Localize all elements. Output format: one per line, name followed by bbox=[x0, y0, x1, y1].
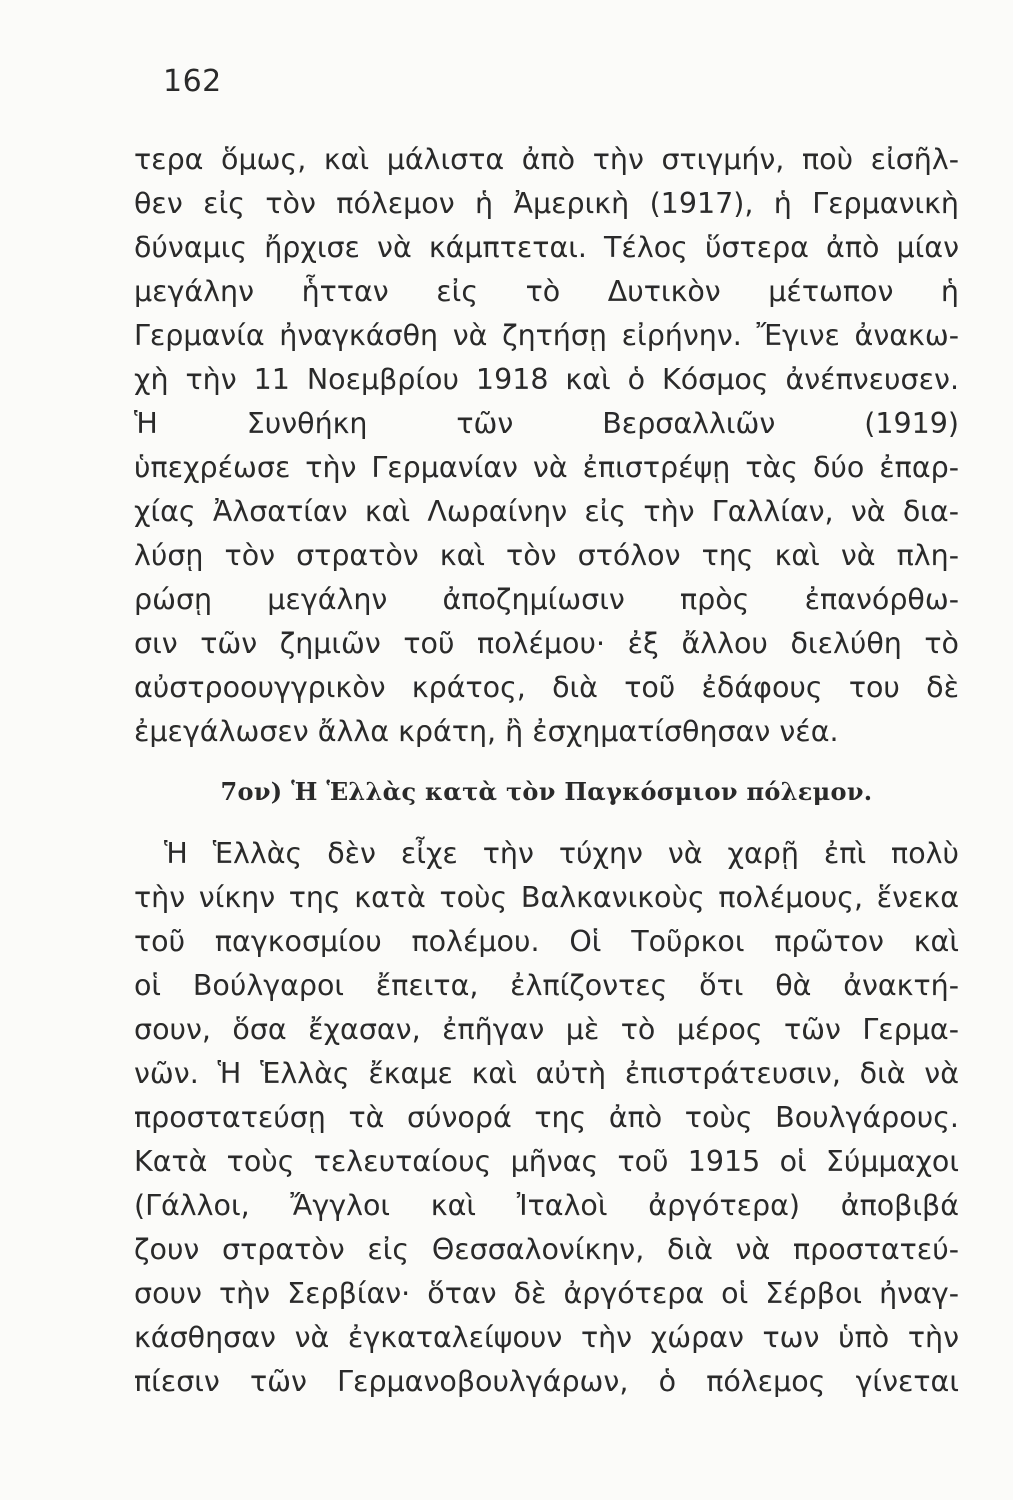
text-line: ζουν στρατὸν εἰς Θεσσαλονίκην, διὰ νὰ προστατεύ- bbox=[134, 1233, 959, 1266]
text-line: Ἡ Ἑλλὰς δὲν εἶχε τὴν τύχην νὰ χαρῇ ἐπὶ πολὺ bbox=[164, 837, 959, 870]
text-line: οἱ Βούλγαροι ἔπειτα, ἐλπίζοντες ὅτι θὰ ἀνακτή- bbox=[134, 969, 959, 1002]
text-line: λύσῃ τὸν στρατὸν καὶ τὸν στόλον της καὶ νὰ πλη- bbox=[134, 539, 959, 572]
text-line: νῶν. Ἡ Ἑλλὰς ἔκαμε καὶ αὐτὴ ἐπιστράτευσιν, διὰ νὰ bbox=[134, 1057, 959, 1090]
text-line: τοῦ παγκοσμίου πολέμου. Οἱ Τοῦρκοι πρῶτον καὶ bbox=[134, 925, 959, 958]
text-line: χίας Ἀλσατίαν καὶ Λωραίνην εἰς τὴν Γαλλίαν, νὰ δια- bbox=[134, 495, 959, 528]
text-line: μεγάλην ἧτταν εἰς τὸ Δυτικὸν μέτωπον ἡ bbox=[134, 275, 959, 308]
text-line: σιν τῶν ζημιῶν τοῦ πολέμου· ἐξ ἄλλου διελύθη τὸ bbox=[134, 627, 959, 660]
text-line: Γερμανία ἠναγκάσθη νὰ ζητήσῃ εἰρήνην. Ἔγινε ἀνακω- bbox=[134, 319, 959, 352]
page-number: 162 bbox=[163, 64, 222, 99]
text-line: ὑπεχρέωσε τὴν Γερμανίαν νὰ ἐπιστρέψῃ τὰς δύο ἐπαρ- bbox=[134, 451, 959, 484]
text-line: σουν τὴν Σερβίαν· ὅταν δὲ ἀργότερα οἱ Σέρβοι ἠναγ- bbox=[134, 1277, 959, 1310]
text-line: προστατεύσῃ τὰ σύνορά της ἀπὸ τοὺς Βουλγάρους. bbox=[134, 1101, 959, 1134]
text-line: Ἡ Συνθήκη τῶν Βερσαλλιῶν (1919) bbox=[134, 407, 959, 440]
text-line: Κατὰ τοὺς τελευταίους μῆνας τοῦ 1915 οἱ Σύμμαχοι bbox=[134, 1145, 959, 1178]
text-line: τερα ὅμως, καὶ μάλιστα ἀπὸ τὴν στιγμήν, ποὺ εἰσῆλ- bbox=[134, 143, 959, 176]
text-line-last: ἐμεγάλωσεν ἄλλα κράτη, ἢ ἐσχηματίσθησαν νέα. bbox=[134, 715, 839, 748]
text-line: χὴ τὴν 11 Νοεμβρίου 1918 καὶ ὁ Κόσμος ἀνέπνευσεν. bbox=[134, 363, 959, 396]
text-line: κάσθησαν νὰ ἐγκαταλείψουν τὴν χώραν των ὑπὸ τὴν bbox=[134, 1321, 959, 1354]
section-heading: 7ον) Ἡ Ἑλλὰς κατὰ τὸν Παγκόσμιον πόλεμον. bbox=[220, 777, 873, 806]
text-line: (Γάλλοι, Ἄγγλοι καὶ Ἰταλοὶ ἀργότερα) ἀποβιβά bbox=[134, 1189, 959, 1222]
text-line: ρώσῃ μεγάλην ἀποζημίωσιν πρὸς ἐπανόρθω- bbox=[134, 583, 959, 616]
text-line: δύναμις ἤρχισε νὰ κάμπτεται. Τέλος ὕστερα ἀπὸ μίαν bbox=[134, 231, 959, 264]
text-line: σουν, ὅσα ἔχασαν, ἐπῆγαν μὲ τὸ μέρος τῶν Γερμα- bbox=[134, 1013, 959, 1046]
text-line: πίεσιν τῶν Γερμανοβουλγάρων, ὁ πόλεμος γίνεται bbox=[134, 1365, 959, 1398]
text-line: θεν εἰς τὸν πόλεμον ἡ Ἀμερικὴ (1917), ἡ Γερμανικὴ bbox=[134, 187, 959, 220]
text-line: αὐστροουγγρικὸν κράτος, διὰ τοῦ ἐδάφους του δὲ bbox=[134, 671, 959, 704]
text-line: τὴν νίκην της κατὰ τοὺς Βαλκανικοὺς πολέμους, ἕνεκα bbox=[134, 881, 959, 914]
